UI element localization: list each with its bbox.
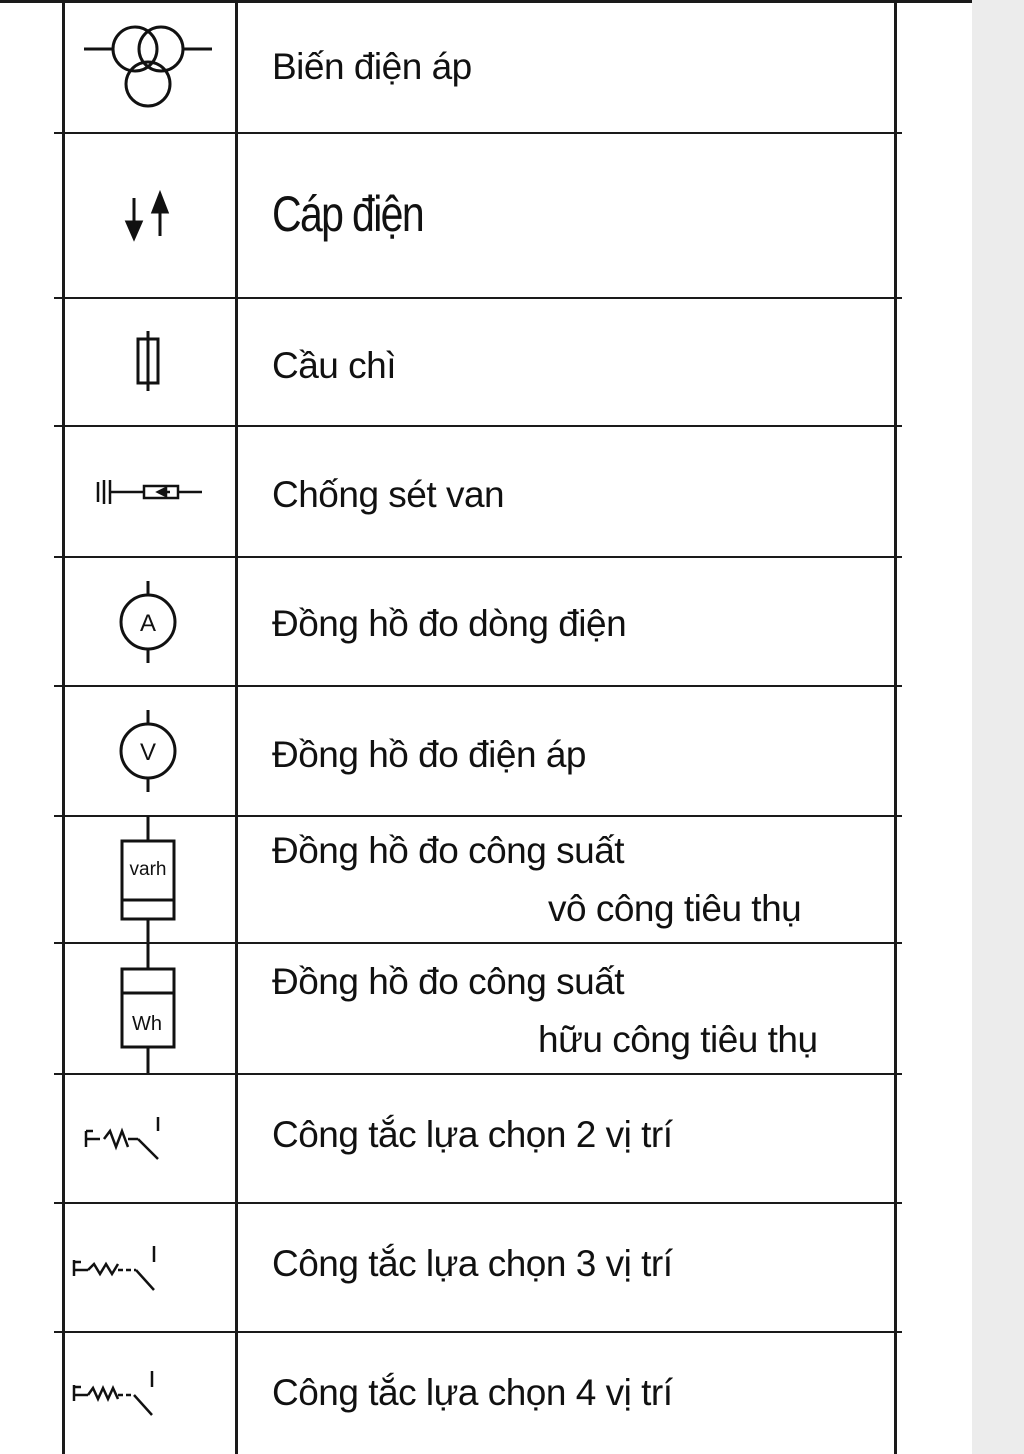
page-margin-strip <box>972 0 1024 1454</box>
symbol-table <box>60 0 898 1454</box>
row-label: Cầu chì <box>272 345 397 386</box>
voltage-transformer-icon <box>60 0 236 133</box>
table-row <box>60 557 898 686</box>
cable-arrows-icon <box>60 133 236 298</box>
selector-switch-4-icon <box>60 1332 244 1454</box>
ammeter-icon <box>60 557 236 686</box>
fuse-icon <box>60 298 236 426</box>
wh-meter-icon <box>60 943 236 1074</box>
row-label: Đồng hồ đo công suất <box>272 961 625 1002</box>
voltmeter-letter: V <box>139 739 157 766</box>
selector-switch-2-icon <box>60 1074 256 1203</box>
voltmeter-icon <box>60 686 236 816</box>
wh-text: Wh <box>132 1013 162 1035</box>
ammeter-letter: A <box>139 609 157 637</box>
row-label-line2: vô công tiêu thụ <box>548 888 802 929</box>
row-label: Công tắc lựa chọn 2 vị trí <box>272 1114 673 1155</box>
row-label: Công tắc lựa chọn 4 vị trí <box>272 1372 673 1413</box>
table-row <box>60 686 898 816</box>
table-row <box>60 1074 898 1203</box>
table-row <box>60 426 898 557</box>
row-label: Công tắc lựa chọn 3 vị trí <box>272 1243 673 1284</box>
lightning-arrester-icon <box>60 426 236 557</box>
row-label: Chống sét van <box>272 474 505 515</box>
row-label: Biến điện áp <box>272 46 472 87</box>
table-row <box>60 0 898 133</box>
varh-text: varh <box>129 859 167 880</box>
row-label: Đồng hồ đo điện áp <box>272 734 586 775</box>
table-row <box>60 298 898 426</box>
row-label: Đồng hồ đo dòng điện <box>272 603 627 644</box>
selector-switch-3-icon <box>60 1203 244 1332</box>
table-row <box>60 1203 898 1332</box>
table-row <box>60 1332 898 1454</box>
varh-meter-icon <box>60 816 236 943</box>
row-label-line2: hữu công tiêu thụ <box>538 1019 818 1060</box>
table-row <box>60 816 898 943</box>
table-row <box>60 133 898 298</box>
row-label: Cáp điện <box>272 186 424 242</box>
row-label: Đồng hồ đo công suất <box>272 830 625 871</box>
table-row <box>60 943 898 1074</box>
